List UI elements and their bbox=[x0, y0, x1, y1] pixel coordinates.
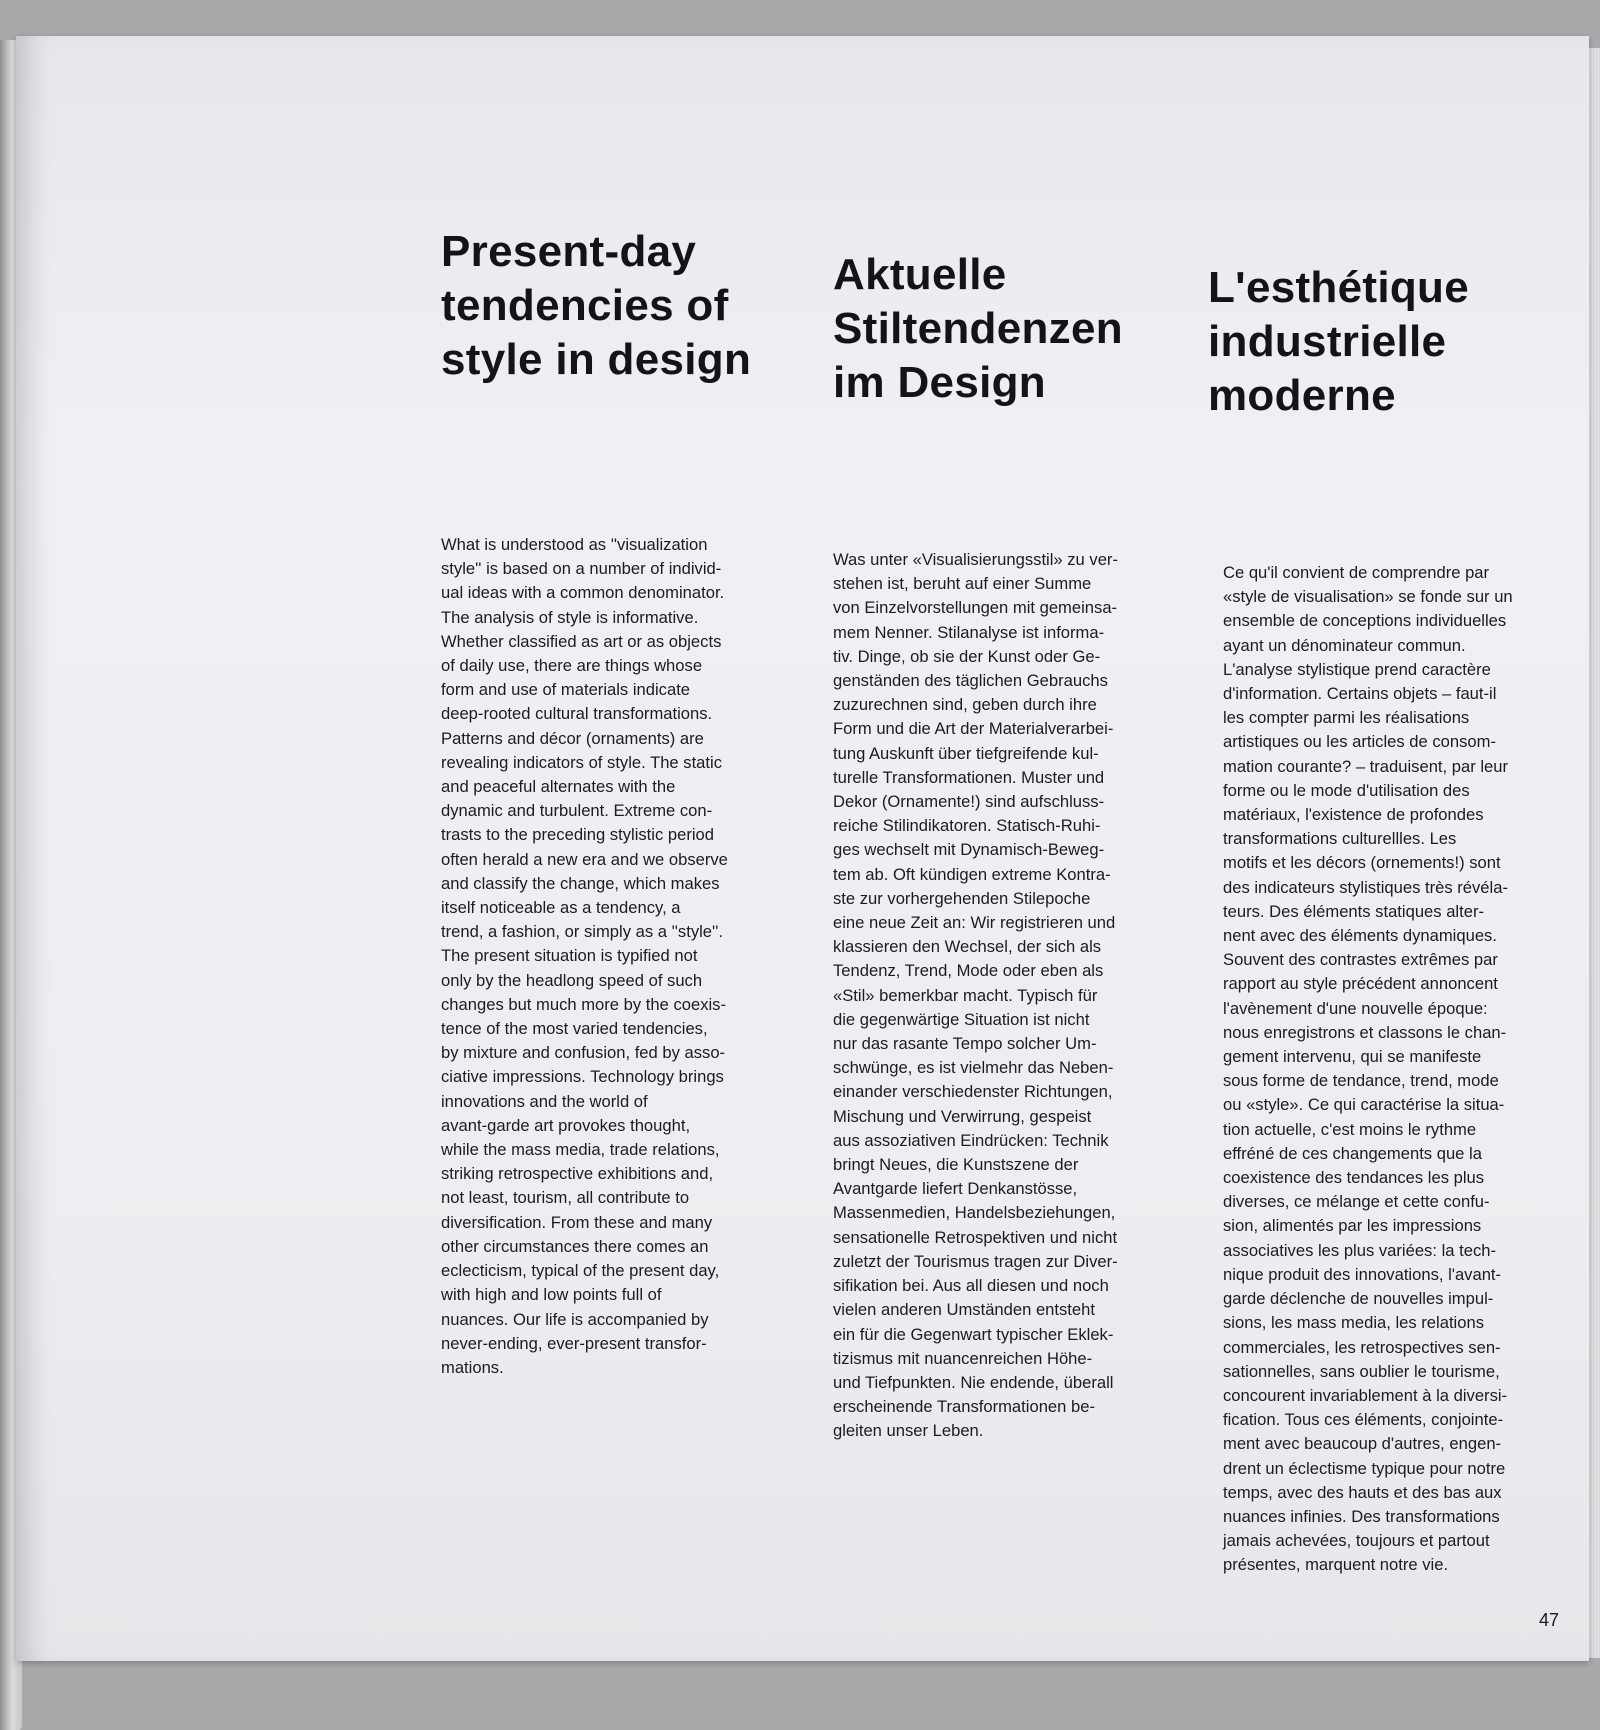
german-heading: Aktuelle Stiltendenzen im Design bbox=[833, 250, 1123, 407]
french-heading: L'esthétique industrielle moderne bbox=[1208, 263, 1469, 420]
english-body-text: What is understood as ''visualization style'' is based on a number of individ- ual ideas with a common denominator. The analysis of style is informative. Whether classified as art or as objects of daily use, there are things whose form and use of materials indicate deep-rooted cultural transformations. Patterns and décor (ornaments) are revealing indicators of style. The static and peaceful alternates with the dynamic and turbulent. Extreme con- trasts to the preceding stylistic period often herald a new era and we observe and classify the change, which makes itself noticeable as a tendency, a trend, a fashion, or simply as a ''style''. The present situation is typified not only by the headlong speed of such changes but much more by the coexis- tence of the most varied tendencies, by mixture and confusion, fed by asso- ciative impressions. Technology brings innovations and the world of avant-garde art provokes thought, while the mass media, trade relations, striking retrospective exhibitions and, not least, tourism, all contribute to diversification. From these and many other circumstances there comes an eclecticism, typical of the present day, with high and low points full of nuances. Our life is accompanied by never-ending, ever-present transfor- mations. bbox=[441, 535, 728, 1377]
french-body-text: Ce qu'il convient de comprendre par «style de visualisation» se fonde sur un ensemble de conceptions individuelles ayant un dénominateur commun. L'analyse stylistique prend caractère d'information. Certains objets – faut-il les compter parmi les réalisations artistiques ou les articles de consom- mation courante? – traduisent, par leur forme ou le mode d'utilisation des matériaux, l'existence de profondes transformations culturellles. Les motifs et les décors (ornements!) sont des indicateurs stylistiques très révéla- teurs. Des éléments statiques alter- nent avec des éléments dynamiques. Souvent des contrastes extrêmes par rapport au style précédent annoncent l'avènement d'une nouvelle époque: nous enregistrons et classons le chan- gement intervenu, qui se manifeste sous forme de tendance, trend, mode ou «style». Ce qui caractérise la situa- tion actuelle, c'est moins le rythme effréné de ces changements que la coexistence des tendances les plus diverses, ce mélange et cette confu- sion, alimentés par les impressions associatives les plus variées: la tech- nique produit des innovations, l'avant- garde déclenche de nouvelles impul- sions, les mass media, les relations commerciales, les retrospectives sen- sationnelles, sans oublier le tourisme, concourent invariablement à la diversi- fication. Tous ces éléments, conjointe- ment avec beaucoup d'autres, engen- drent un éclectisme typique pour notre temps, avec des hauts et des bas aux nuances infinies. Des transformations jamais achevées, toujours et partout présentes, marquent notre vie. bbox=[1223, 563, 1513, 1575]
page-number: 47 bbox=[1538, 1610, 1559, 1630]
german-body-text: Was unter «Visualisierungsstil» zu ver- stehen ist, beruht auf einer Summe von Einzelvorstellungen mit gemeinsa- mem Nenner. Stilanalyse ist informa- tiv. Dinge, ob sie der Kunst oder Ge- genständen des täglichen Gebrauchs zuzurechnen sind, geben durch ihre Form und die Art der Materialverarbei- tung Auskunft über tiefgreifende kul- turelle Transformationen. Muster und Dekor (Ornamente!) sind aufschluss- reiche Stilindikatoren. Statisch-Ruhi- ges wechselt mit Dynamisch-Beweg- tem ab. Oft kündigen extreme Kontra- ste zur vorhergehenden Stilepoche eine neue Zeit an: Wir registrieren und klassieren den Wechsel, der sich als Tendenz, Trend, Mode oder eben als «Stil» bemerkbar macht. Typisch für die gegenwärtige Situation ist nicht nur das rasante Tempo solcher Um- schwünge, es ist vielmehr das Neben- einander verschiedenster Richtungen, Mischung und Verwirrung, gespeist aus assoziativen Eindrücken: Technik bringt Neues, die Kunstszene der Avantgarde liefert Denkanstösse, Massenmedien, Handelsbeziehungen, sensationelle Retrospektiven und nicht zuletzt der Tourismus tragen zur Diver- sifikation bei. Aus all diesen und noch vielen anderen Umständen entsteht ein für die Gegenwart typischer Eklek- tizismus mit nuancenreichen Höhe- und Tiefpunkten. Nie endende, überall erscheinende Transformationen be- gleiten unser Leben. bbox=[833, 550, 1118, 1441]
english-heading: Present-day tendencies of style in design bbox=[441, 227, 752, 384]
book-page bbox=[16, 36, 1589, 1661]
